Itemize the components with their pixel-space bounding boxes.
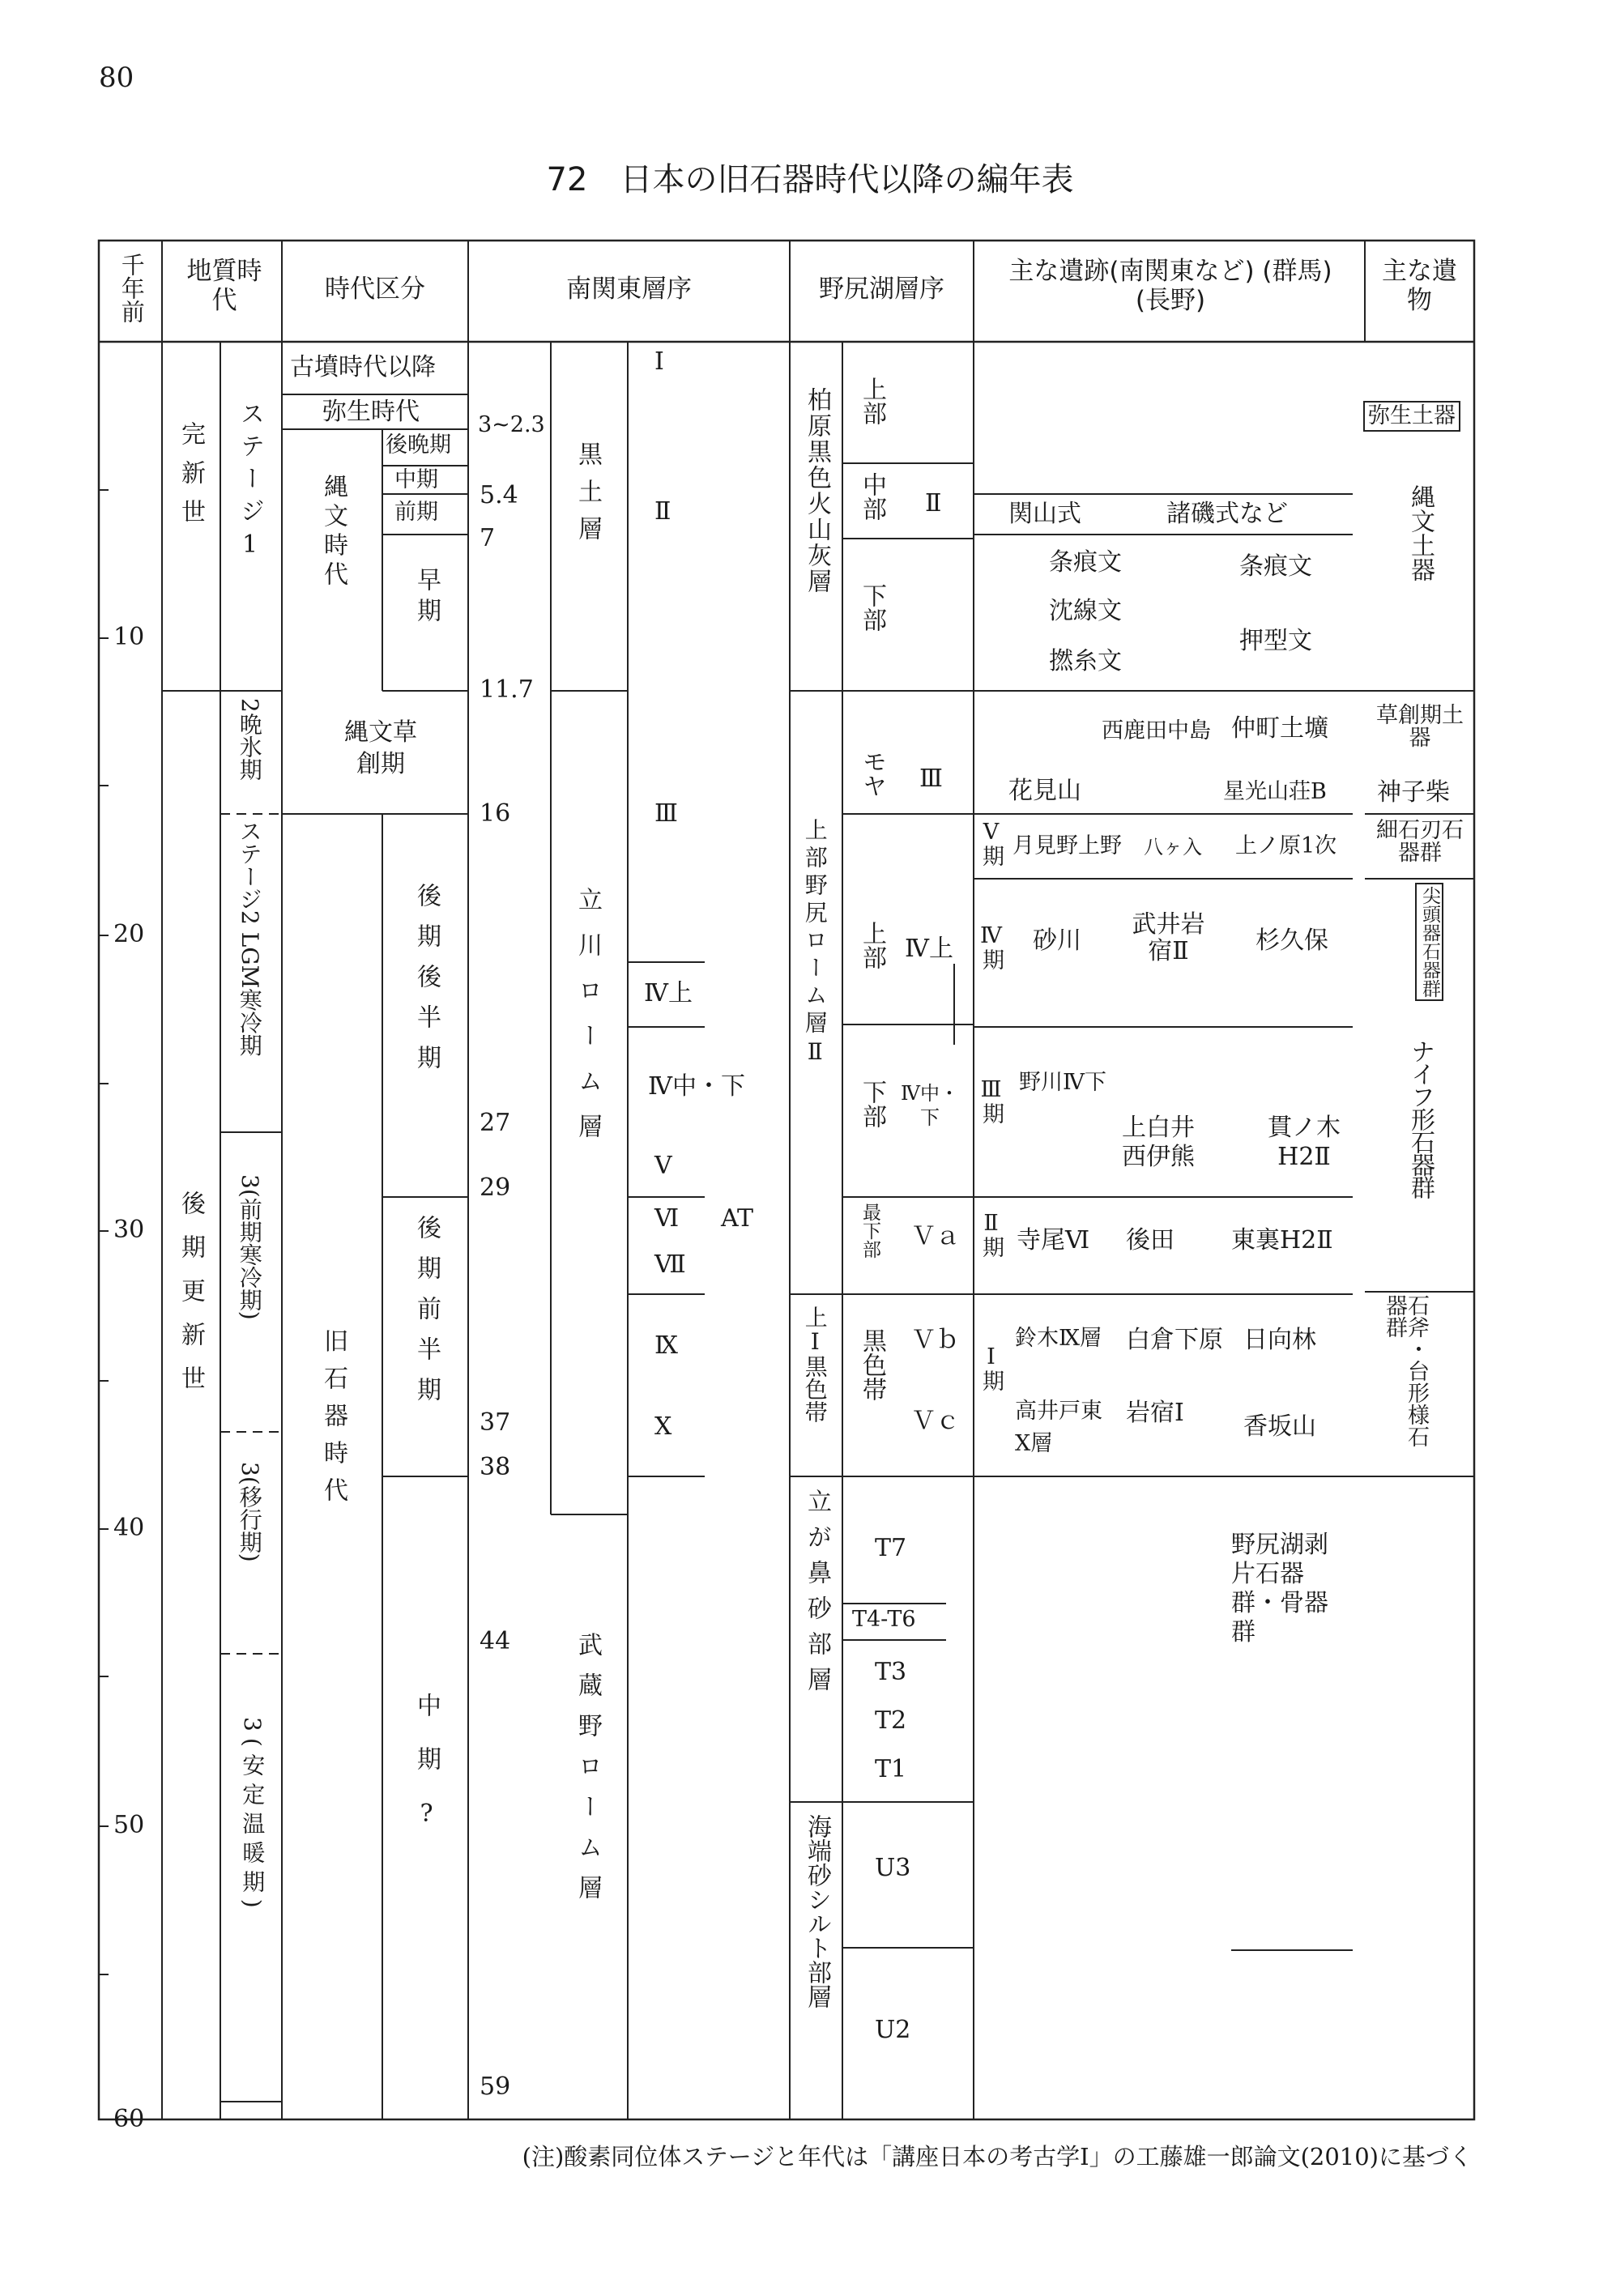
kanto-unit: Ⅳ上 [644,979,693,1007]
header-nojiri: 野尻湖層序 [819,275,944,304]
date-label: 38 [480,1453,511,1481]
nojiri-u3: U3 [875,1854,911,1882]
page-number: 80 [99,62,134,94]
kanto-unit: Ⅳ中・下 [648,1072,745,1101]
site-higashiura: 東裏H2Ⅱ [1231,1226,1333,1254]
nojiri-t2: T2 [875,1706,907,1735]
header-artifacts: 主な遺物 [1382,257,1457,315]
epoch-late-pleistocene: 後期更新世 [177,1191,205,1409]
site-takaido-2: Ⅹ層 [1015,1431,1053,1456]
kanto-unit: Ⅴ [654,1152,672,1180]
site-nojiriko: 野尻湖剥片石器群・骨器群 [1231,1531,1328,1646]
nojiri-moya-num: Ⅲ [919,765,943,793]
epoch-holocene: 完新世 [177,421,205,538]
nojiri-t7: T7 [875,1534,907,1562]
site-nenshi: 撚糸文 [1049,647,1122,675]
period-yayoi: 弥生時代 [322,398,420,426]
date-label: 7 [480,524,496,552]
stage-3b: 3(移行期) [236,1462,263,1562]
site-suzuki: 鈴木Ⅸ層 [1015,1326,1102,1351]
site-v-ki: Ⅴ期 [978,820,1004,867]
kanto-unit: Ⅰ [654,347,664,376]
tick-label: 30 [113,1216,145,1244]
site-i-ki: Ⅰ期 [978,1344,1004,1391]
kanto-musashino: 武蔵野ローム層 [573,1632,602,1915]
nojiri-kashi-upper: 上部 [858,377,886,425]
nojiri-t4t6: T4-T6 [852,1607,916,1632]
artifact-mikoshiba: 神子柴 [1377,778,1450,807]
site-seikosanso: 星光山荘B [1223,779,1327,804]
site-nishikatada: 西鹿田中島 [1102,718,1211,743]
site-moroiso: 諸磯式など [1166,500,1288,528]
nojiri-tategahana: 立が鼻砂部層 [803,1489,831,1702]
site-sunagawa: 砂川 [1033,926,1081,955]
kanto-kuro: 黒土層 [573,441,602,553]
tick-label: 50 [113,1811,145,1839]
site-goda: 後田 [1126,1226,1174,1254]
nojiri-upper-num: Ⅳ上 [905,935,953,963]
nojiri-lower-num: Ⅳ中・下 [901,1082,959,1129]
kanto-unit: Ⅸ [654,1331,678,1360]
site-joukon-2: 条痕文 [1239,552,1312,581]
period-jomon-sosou: 縄文草創期 [344,718,417,778]
page-title: 72 日本の旧石器時代以降の編年表 [546,161,1074,198]
date-label: 44 [480,1627,511,1655]
date-label: 11.7 [480,675,534,704]
kanto-tachikawa: 立川ローム層 [573,887,602,1159]
nojiri-upper-nojiri: 上部野尻ローム層Ⅱ [801,818,829,1070]
site-hanamiyama: 花見山 [1008,777,1081,805]
nojiri-upper1: 上Ⅰ黒色帯 [801,1306,829,1423]
nojiri-t1: T1 [875,1755,907,1783]
date-label: 29 [480,1174,511,1202]
site-joukon-1: 条痕文 [1049,548,1122,577]
kanto-unit: Ⅱ [654,497,671,526]
tick-label: 40 [113,1514,145,1542]
header-kanto: 南関東層序 [566,275,692,304]
stage-1: ステージ1 [236,401,264,567]
stage-2b: ステージ2 LGM寒冷期 [236,820,263,1057]
nojiri-kuroiro: 黒色帯 [858,1328,886,1401]
site-chinsen: 沈線文 [1049,597,1122,625]
period-middle: 中期? [412,1693,441,1857]
artifact-sentou: 尖頭器石器群 [1415,883,1443,1001]
nojiri-upper: 上部 [858,921,886,969]
period-late-former: 後期前半期 [412,1215,441,1417]
footnote: (注)酸素同位体ステージと年代は「講座日本の考古学Ⅰ」の工藤雄一郎論文(2010)に基づく [522,2143,1473,2170]
site-ii-ki: Ⅱ期 [978,1211,1004,1258]
header-geology: 地質時代 [186,257,262,315]
date-label: 37 [480,1408,511,1437]
site-hinatabayashi: 日向林 [1243,1326,1316,1354]
kanto-unit: Ⅲ [654,799,678,828]
date-label: 5.4 [480,481,518,509]
site-kamishiroi: 上白井西伊熊 [1122,1114,1195,1171]
date-label: 59 [480,2072,511,2101]
nojiri-kaibata: 海端砂シルト部層 [803,1814,831,2008]
nojiri-kashi-lower: 下部 [858,583,886,632]
site-sugikubo: 杉久保 [1256,926,1328,955]
date-label: 3~2.3 [478,412,545,437]
header-period: 時代区分 [325,275,425,304]
site-takaido-1: 高井戸東 [1015,1399,1102,1424]
header-sites: 主な遺跡(南関東など) (群馬) (長野) [1008,257,1332,315]
site-tsukimino: 月見野上野 [1013,833,1122,858]
nojiri-kashi-num: Ⅱ [925,489,942,518]
nojiri-lowest: 最下部 [859,1203,880,1259]
site-nojiri4: 野川Ⅳ下 [1019,1070,1106,1095]
nojiri-u2: U2 [875,2016,911,2044]
site-yakkairi: 八ヶ入 [1144,836,1202,858]
artifact-sousouki: 草創期土器 [1376,703,1464,752]
site-sekiyama: 関山式 [1008,500,1081,528]
artifact-yayoi: 弥生土器 [1363,401,1460,432]
nojiri-vb: Ｖｂ [911,1326,960,1354]
site-iv-ki: Ⅳ期 [978,923,1004,970]
nojiri-va: Ｖａ [911,1222,960,1250]
nojiri-moya: モヤ [858,749,886,798]
period-chuki: 中期 [394,467,438,492]
tick-label: 60 [113,2105,145,2133]
period-souki: 早期 [412,567,441,628]
site-iwajuku-1: 岩宿Ⅰ [1126,1399,1184,1427]
site-kousakayama: 香坂山 [1243,1412,1316,1441]
kanto-at: AT [721,1204,754,1233]
nojiri-kashi-middle: 中部 [858,472,886,521]
nojiri-lower: 下部 [858,1080,886,1128]
kanto-unit: Ⅹ [654,1412,672,1441]
date-label: 16 [480,799,511,828]
period-kofun: 古墳時代以降 [290,353,436,381]
header-age: 千年前 [117,253,146,323]
stage-3a: 3(前期寒冷期) [236,1174,263,1320]
nojiri-vc: Ｖｃ [911,1407,960,1435]
artifact-saiseki: 細石刃石器群 [1376,818,1464,867]
artifact-jomon: 縄文土器 [1406,484,1435,581]
nojiri-kashiwabara: 柏原黒色火山灰層 [803,387,831,594]
period-jomon: 縄文時代 [319,474,347,590]
site-kaminohara: 上ノ原1次 [1235,833,1337,858]
site-shirakura: 白倉下原 [1126,1326,1223,1354]
artifact-sekifu: 石斧・台形様石器群 [1382,1294,1429,1447]
tick-label: 20 [113,920,145,948]
site-nakamachi: 仲町土壙 [1231,714,1328,743]
tick-label: 10 [113,623,145,651]
site-takei: 武井岩宿Ⅱ [1132,910,1205,965]
period-zenki: 前期 [394,500,438,525]
artifact-naifu: ナイフ形石器群 [1406,1039,1435,1198]
kanto-unit: Ⅵ [654,1204,680,1233]
stage-2a: 2晩氷期 [236,698,263,781]
period-paleolithic: 旧石器時代 [319,1328,347,1514]
period-banki: 後晩期 [386,432,451,458]
site-terao: 寺尾Ⅵ [1017,1226,1090,1254]
stage-3c: 3(安定温暖期) [239,1717,266,1915]
site-oshigata: 押型文 [1239,627,1312,655]
period-late-latter: 後期後半期 [412,883,441,1085]
nojiri-t3: T3 [875,1658,907,1686]
site-nukinoki: 貫ノ木H2Ⅱ [1268,1114,1341,1171]
date-label: 27 [480,1109,511,1137]
kanto-unit: Ⅶ [654,1250,686,1279]
site-iii-ki: Ⅲ期 [978,1077,1004,1124]
